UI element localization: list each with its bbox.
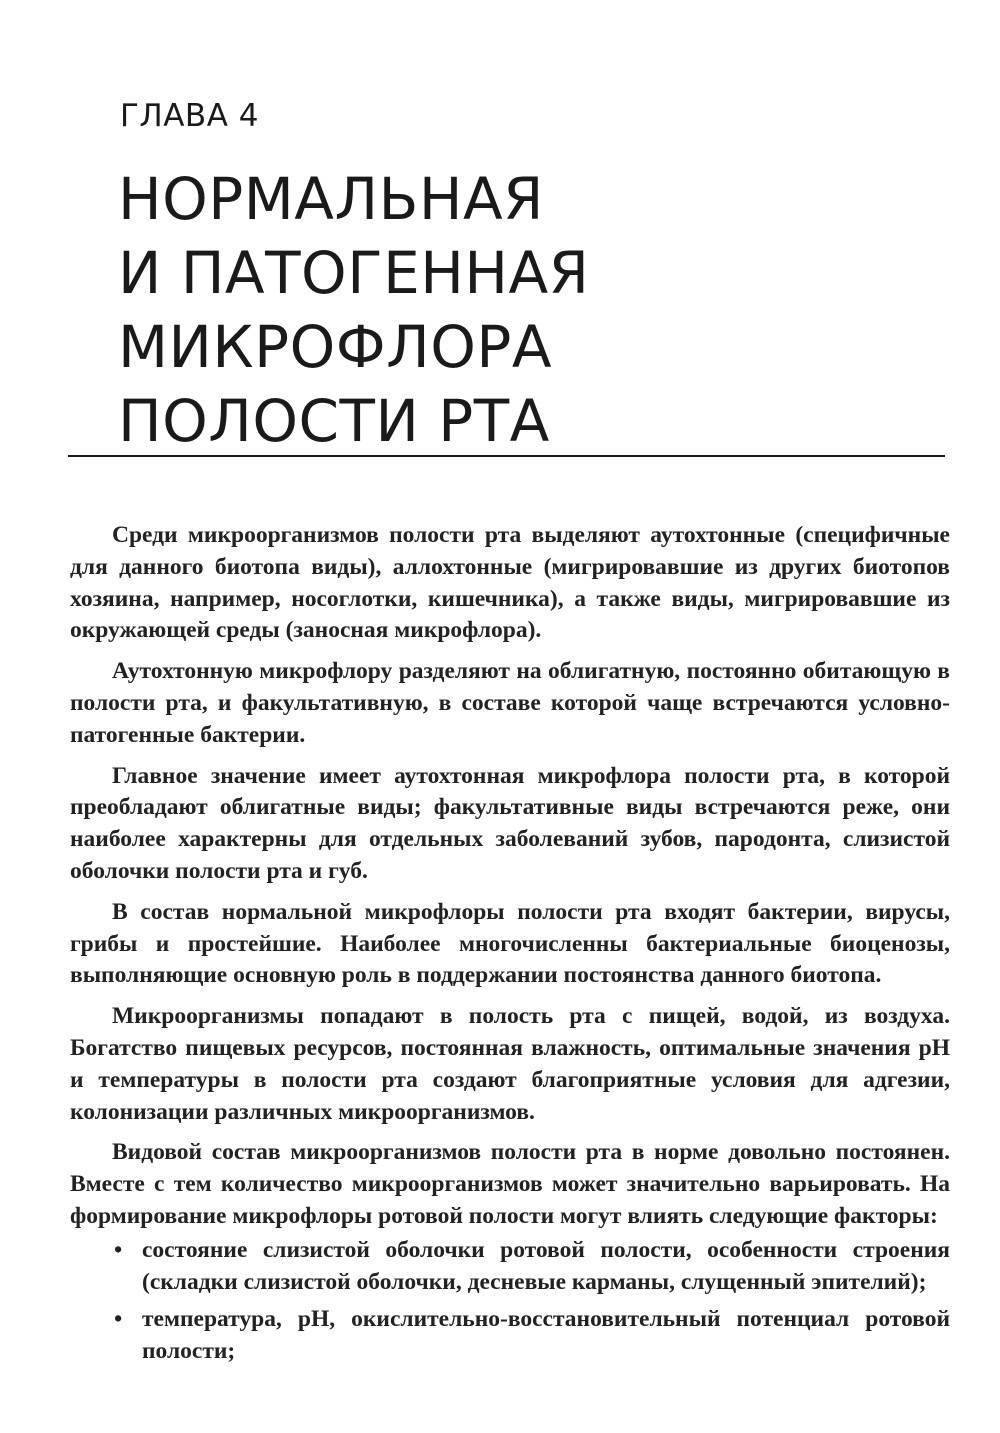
list-item — [70, 1304, 950, 1368]
chapter-title-line: И ПАТОГЕННАЯ — [118, 239, 590, 307]
paragraph: Видовой состав микроорганизмов полости рта в норме довольно постоянен. Вместе с тем количество микроорганизмов может значительно варьировать. На формирование микрофлоры ротовой полости могут влиять следующие факторы: — [70, 1139, 950, 1229]
list-item-text: температура, pH, окислительно-восстановительный потенциал ротовой полости; — [142, 1306, 950, 1365]
bullet-icon: • — [114, 1306, 123, 1333]
factor-list — [70, 1235, 950, 1368]
chapter-title-line: МИКРОФЛОРА — [118, 313, 553, 381]
paragraph: Аутохтонную микрофлору разделяют на облигатную, постоянно обитающую в полости рта, и факультативную, в составе которой чаще встречаются условно-патогенные бактерии. — [70, 658, 950, 748]
paragraph: В состав нормальной микрофлоры полости рта входят бактерии, вирусы, грибы и простейшие. Наиболее многочисленны бактериальные биоценозы, выполняющие основную роль в поддержании постоянства данного биотопа. — [70, 898, 950, 989]
list-item — [70, 1235, 950, 1299]
chapter-title-line: НОРМАЛЬНАЯ — [118, 165, 544, 233]
paragraph: Микроорганизмы попадают в полость рта с пищей, водой, из воздуха. Богатство пищевых ресурсов, постоянная влажность, оптимальные значения pH и температуры в полости рта создают благоприятные условия для адгезии, колонизации различных микроорганизмов. — [70, 1003, 950, 1125]
chapter-title — [118, 162, 589, 458]
bullet-icon: • — [114, 1236, 123, 1263]
chapter-title-line: ПОЛОСТИ РТА — [118, 387, 550, 455]
chapter-label: ГЛАВА 4 — [120, 98, 259, 134]
list-item-text: состояние слизистой оболочки ротовой полости, особенности строения (складки слизистой оболочки, десневые карманы, слущенный эпителий); — [142, 1236, 950, 1295]
paragraph: Среди микроорганизмов полости рта выделяют аутохтонные (специфичные для данного биотопа виды), аллохтонные (мигрировавшие из других биотопов хозяина, например, носоглотки, кишечника), а также виды, мигрировавшие из окружающей среды (заносная микрофлора). — [70, 522, 950, 644]
title-divider — [68, 455, 945, 457]
chapter-body — [70, 520, 950, 1374]
paragraph: Главное значение имеет аутохтонная микрофлора полости рта, в которой преобладают облигатные виды; факультативные виды встречаются реже, они наиболее характерны для отдельных заболеваний зубов, пародонта, слизистой оболочки полости рта и губ. — [70, 762, 950, 884]
